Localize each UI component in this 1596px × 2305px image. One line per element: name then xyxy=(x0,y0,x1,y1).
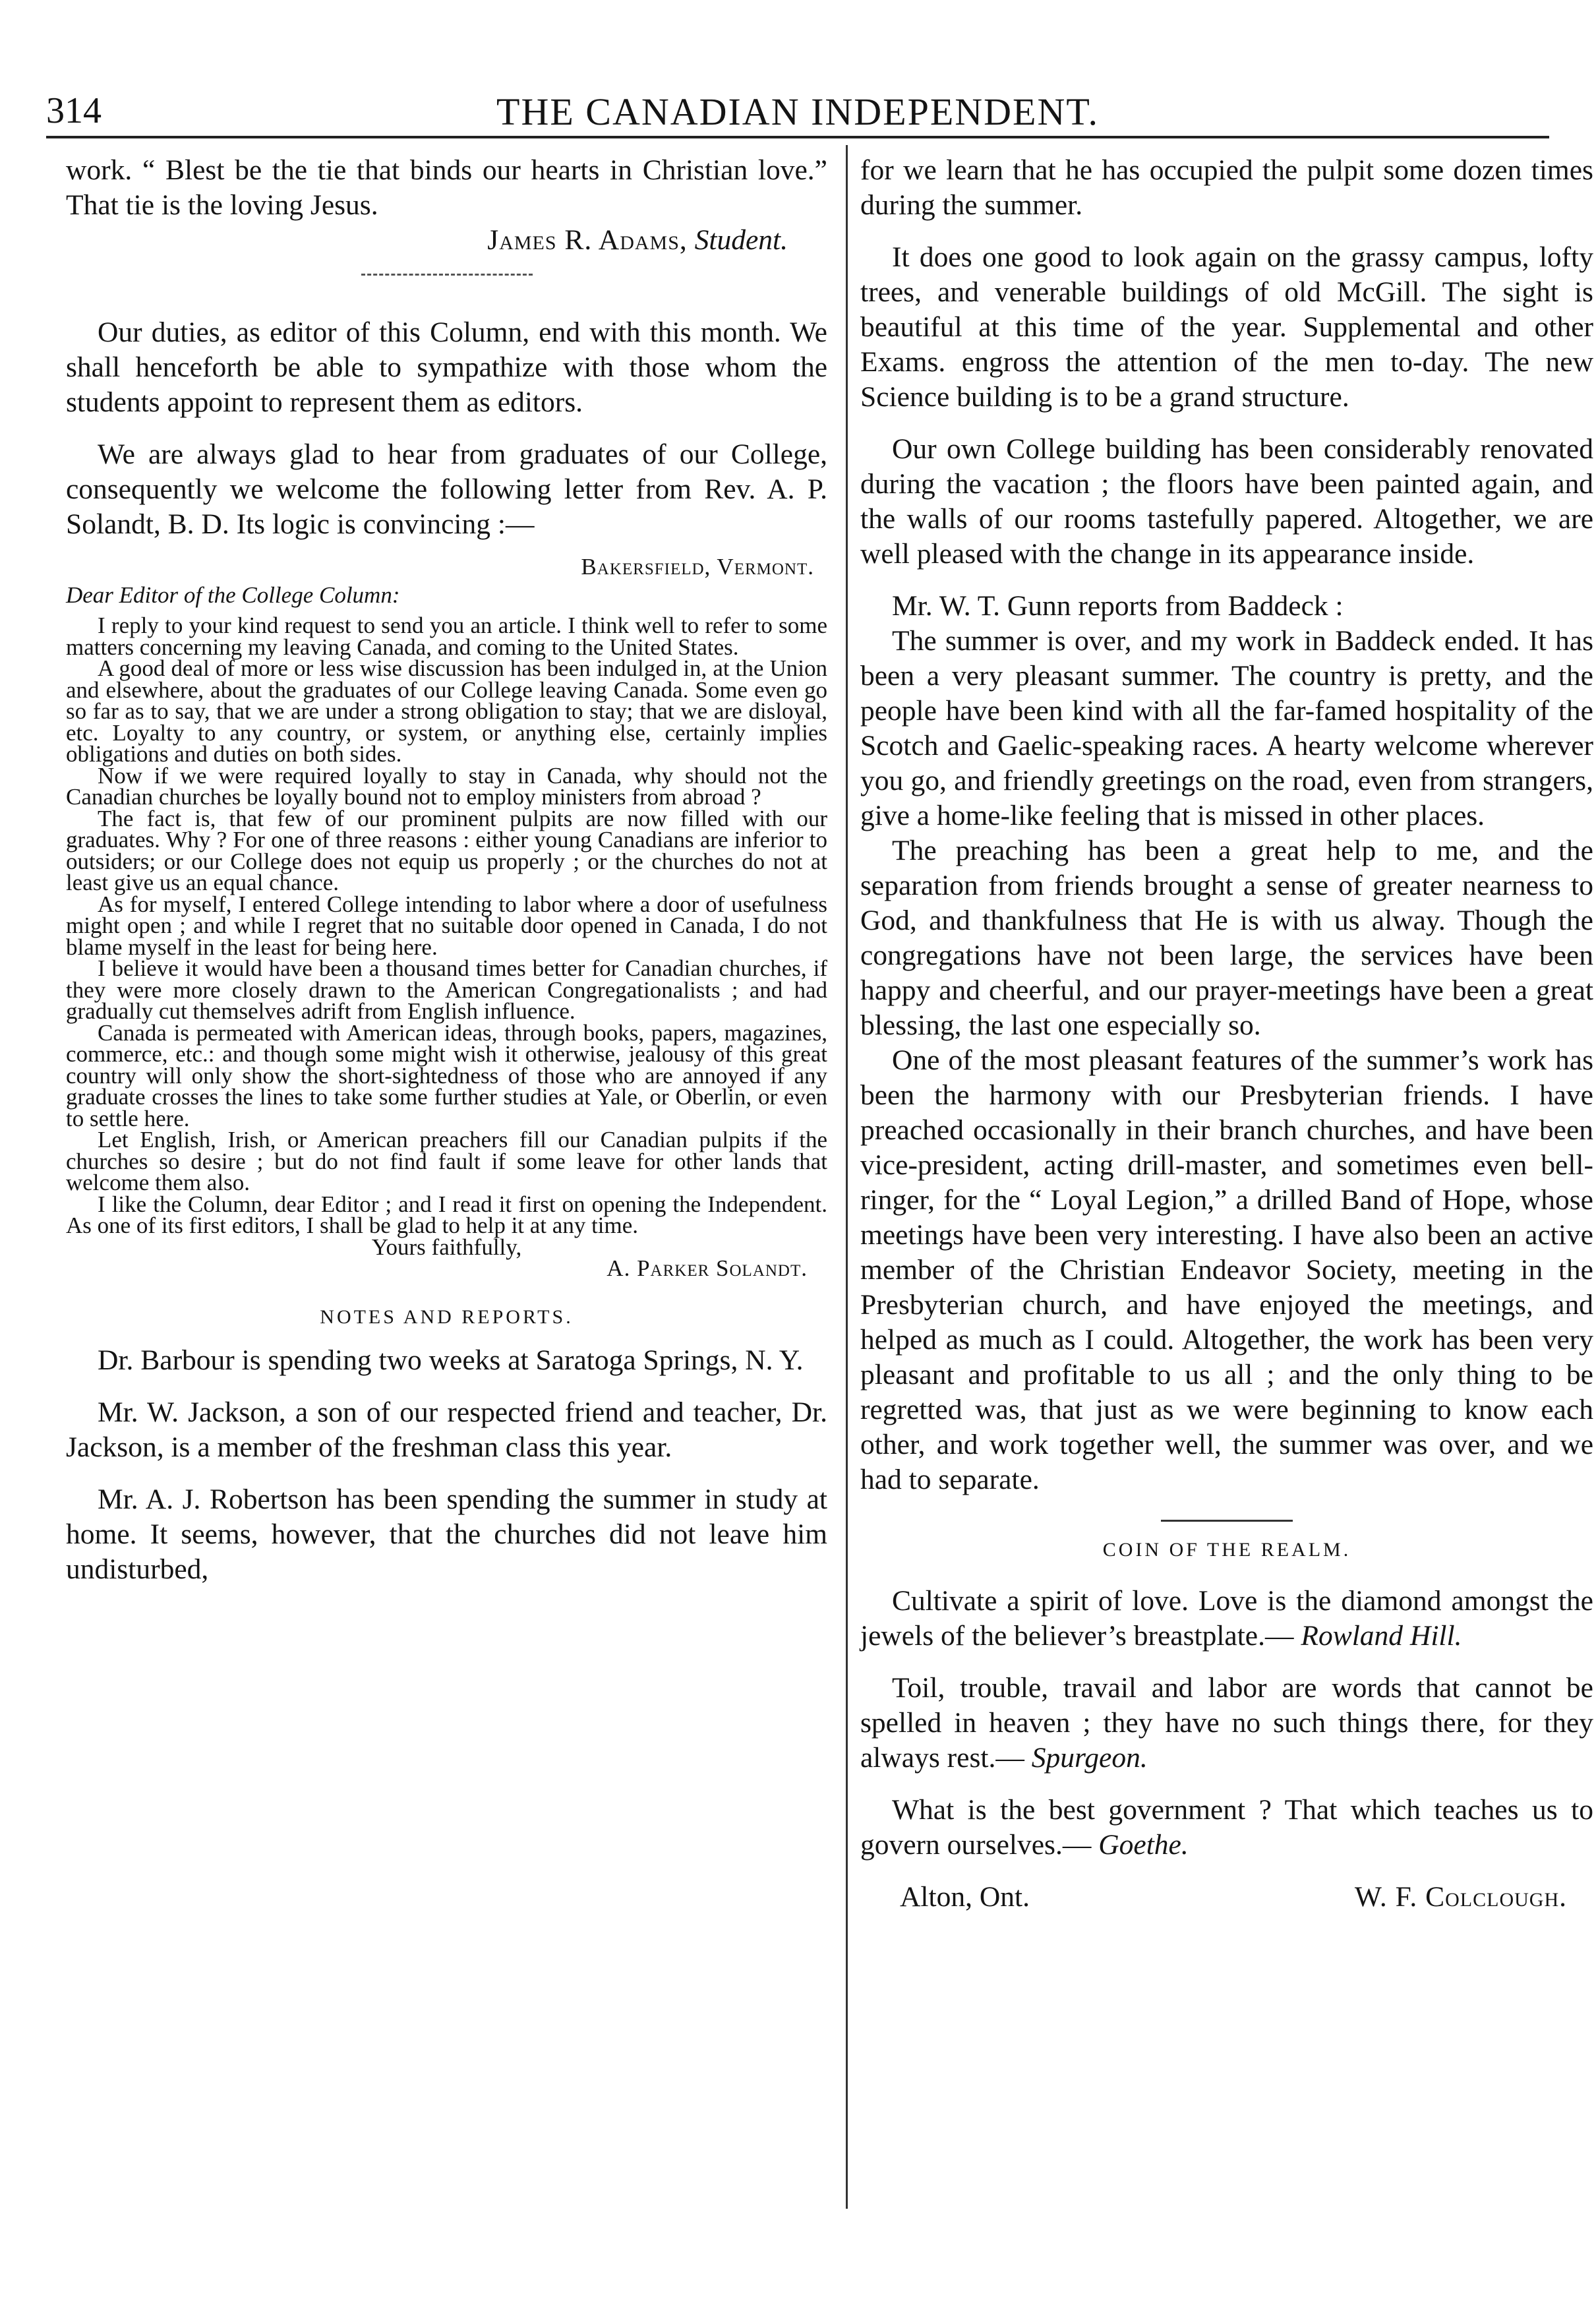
letter-paragraph-5: As for myself, I entered College intending to labor where a door of usefulness might open ; and while I regret that no suitable door opened in Canada, I do not blame myself in the least for being here. xyxy=(66,891,827,960)
coin-quote-3 xyxy=(860,1793,1593,1863)
coin-quote-2-text: Toil, trouble, travail and labor are words that cannot be spelled in heaven ; they have no such things there, for they always rest.— xyxy=(860,1672,1593,1774)
coin-heading: COIN OF THE REALM. xyxy=(1102,1539,1351,1561)
right-paragraph-3: Our own College building has been considerably renovated during the vacation ; the floors have been painted again, and the walls of our rooms tastefully papered. Altogether, we are well pleased with the change in its appearance inside. xyxy=(860,433,1593,570)
page-header xyxy=(46,84,1549,137)
letter-place: Bakersfield, Vermont. xyxy=(581,554,814,580)
notes-paragraph-1: Dr. Barbour is spending two weeks at Saratoga Springs, N. Y. xyxy=(98,1344,804,1376)
letter-signature: A. Parker Solandt. xyxy=(606,1255,808,1281)
coin-quote-1 xyxy=(860,1584,1593,1654)
header-rule xyxy=(46,136,1549,138)
letter-paragraph-9: I like the Column, dear Editor ; and I read it first on opening the Independent. As one of its first editors, I shall be glad to help it at any time. xyxy=(66,1191,827,1238)
letter-closing: Yours faithfully, xyxy=(371,1234,522,1260)
section-divider xyxy=(361,274,533,276)
coin-quote-2 xyxy=(860,1671,1593,1776)
right-paragraph-7: One of the most pleasant features of the summer’s work has been the harmony with our Presbyterian friends. I have preached occasionally in their branch churches, and have been vice-president, acting drill-master, and sometimes even bell-ringer, for the “ Loyal Legion,” a drilled Band of Hope, whose meetings have been very interesting. I have also been an active member of the Christian Endeavor Society, meeting in the Presbyterian church, and have enjoyed the meetings, and helped as much as I could. Altogether, the work has been very pleasant and profitable to us all ; and the only thing to be regretted was, that just as we were beginning to know each other, and work together well, the summer was over, and we had to separate. xyxy=(860,1044,1593,1495)
left-paragraph-3: We are always glad to hear from graduates of our College, consequently we welcome the following letter from Rev. A. P. Solandt, B. D. Its logic is convincing :— xyxy=(66,438,827,540)
coin-quote-2-author: Spurgeon. xyxy=(1031,1742,1148,1774)
notes-paragraph-3: Mr. A. J. Robertson has been spending the summer in study at home. It seems, however, that the churches did not leave him undisturbed, xyxy=(66,1483,827,1585)
right-paragraph-2: It does one good to look again on the grassy campus, lofty trees, and venerable buildings of old McGill. The sight is beautiful at this time of the year. Supplemental and other Exams. engross the attention of the men to-day. The new Science building is to be a grand structure. xyxy=(860,241,1593,413)
letter-paragraph-8: Let English, Irish, or American preachers fill our Canadian pulpits if the churches so desire ; but do not find fault if some leave for other lands that welcome them also. xyxy=(66,1127,827,1195)
right-column xyxy=(860,153,1593,1915)
column-divider xyxy=(846,145,848,2209)
left-paragraph-2: Our duties, as editor of this Column, end with this month. We shall henceforth be able to sympathize with those whom the students appoint to represent them as editors. xyxy=(66,316,827,418)
letter-paragraph-7: Canada is permeated with American ideas, through books, papers, magazines, commerce, etc.: and though some might wish it otherwise, jealousy of this great country will only show the short-sightedness of those who are annoyed if any graduate crosses the lines to take some further studies at Yale, or Oberlin, or even to settle here. xyxy=(66,1019,827,1131)
right-paragraph-6: The preaching has been a great help to me, and the separation from friends brought a sense of greater nearness to God, and thankfulness that He is with us alway. Though the congregations have not been large, the services have been happy and cheerful, and our prayer-meetings have been a great blessing, the last one especially so. xyxy=(860,835,1593,1041)
letter-paragraph-4: The fact is, that few of our prominent pulpits are now filled with our graduates. Why ? For one of three reasons : either young Canadians are inferior to outsiders; or our College does not equip us properly ; or the churches do not at least give us an equal chance. xyxy=(66,805,827,895)
coin-quote-3-author: Goethe. xyxy=(1098,1829,1189,1861)
page-number: 314 xyxy=(46,90,102,131)
notes-heading: NOTES AND REPORTS. xyxy=(320,1305,574,1328)
letter-paragraph-6: I believe it would have been a thousand times better for Canadian churches, if they were more closely drawn to the American Congregationalists ; and had gradually cut themselves adrift from English influence. xyxy=(66,955,827,1024)
left-column xyxy=(66,153,827,1587)
letter-salutation-text: Dear Editor of the College Column: xyxy=(66,582,400,608)
left-paragraph-1: work. “ Blest be the tie that binds our hearts in Christian love.” That tie is the loving Jesus. xyxy=(66,154,827,221)
letter-paragraph-3: Now if we were required loyally to stay in Canada, why should not the Canadian churches be loyally bound not to employ ministers from abroad ? xyxy=(66,762,827,810)
right-paragraph-5: The summer is over, and my work in Baddeck ended. It has been a very pleasant summer. The country is pretty, and the people have been kind with all the far-famed hospitality of the Scotch and Gaelic-speaking races. A hearty welcome wherever you go, and friendly greetings on the road, even from strangers, give a home-like feeling that is missed in other places. xyxy=(860,625,1593,831)
letter-paragraph-2: A good deal of more or less wise discussion has been indulged in, at the Union and elsewhere, about the graduates of our College leaving Canada. Some even go so far as to say, that we are under a strong obligation to stay; that we are disloyal, etc. Loyalty to any country, or system, or anything else, certainly implies obligations and duties on both sides. xyxy=(66,655,827,767)
coin-quote-3-text: What is the best government ? That which teaches us to govern ourselves.— xyxy=(860,1794,1593,1861)
signoff-name: W. F. Colclough. xyxy=(1354,1881,1567,1913)
student-signature-name: James R. Adams, xyxy=(487,224,688,256)
coin-quote-1-author: Rowland Hill. xyxy=(1301,1620,1462,1652)
newspaper-page xyxy=(46,0,1593,2305)
student-signature xyxy=(66,223,827,258)
signoff-place: Alton, Ont. xyxy=(900,1881,1030,1913)
notes-paragraph-2: Mr. W. Jackson, a son of our respected friend and teacher, Dr. Jackson, is a member of the freshman class this year. xyxy=(66,1396,827,1463)
coin-quote-1-text: Cultivate a spirit of love. Love is the diamond amongst the jewels of the believer’s breastplate.— xyxy=(860,1585,1593,1652)
student-signature-role: Student. xyxy=(694,224,788,256)
section-rule xyxy=(1161,1520,1293,1522)
right-paragraph-1: for we learn that he has occupied the pulpit some dozen times during the summer. xyxy=(860,154,1593,221)
coin-signoff xyxy=(860,1880,1593,1915)
journal-title: THE CANADIAN INDEPENDENT. xyxy=(496,90,1099,133)
right-paragraph-4: Mr. W. T. Gunn reports from Baddeck : xyxy=(892,590,1344,622)
letter-salutation xyxy=(66,582,827,608)
letter-paragraph-1: I reply to your kind request to send you an article. I think well to refer to some matters concerning my leaving Canada, and coming to the United States. xyxy=(66,613,827,660)
